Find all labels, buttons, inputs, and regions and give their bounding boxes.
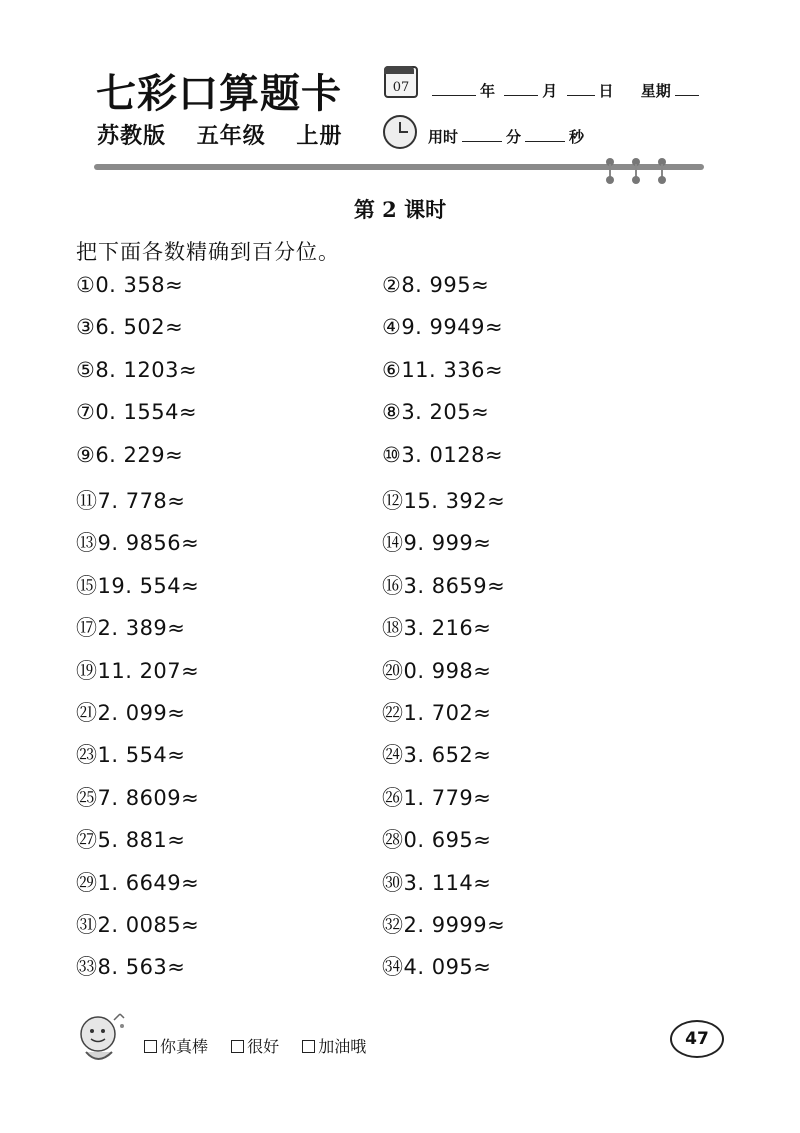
year-label: 年 bbox=[480, 82, 496, 100]
problem-item: ㉙1. 6649≈ bbox=[76, 870, 200, 895]
problem-item: ⑪7. 778≈ bbox=[76, 489, 186, 513]
problem-item: ⑨6. 229≈ bbox=[76, 442, 184, 467]
problem-item: ⑳0. 998≈ bbox=[382, 658, 492, 683]
problem-item: ⑦0. 1554≈ bbox=[76, 400, 198, 425]
edition-volume: 上册 bbox=[296, 124, 343, 149]
weekday-label: 星期 bbox=[640, 82, 671, 100]
cartoon-mascot-icon bbox=[70, 1008, 132, 1070]
problem-item: ㉔3. 652≈ bbox=[382, 743, 492, 768]
edition-info bbox=[97, 119, 364, 150]
calendar-icon bbox=[384, 66, 418, 98]
checkbox-icon[interactable] bbox=[144, 1040, 157, 1053]
minutes-label: 分 bbox=[506, 128, 522, 146]
rating-option[interactable] bbox=[144, 1037, 208, 1056]
problem-item: ⑮19. 554≈ bbox=[76, 573, 200, 598]
problem-item: ㉛2. 0085≈ bbox=[76, 913, 200, 937]
date-line bbox=[428, 80, 703, 101]
problem-item: ④9. 9949≈ bbox=[382, 315, 504, 340]
problem-item: ①0. 358≈ bbox=[76, 273, 184, 297]
rating-label: 你真棒 bbox=[160, 1037, 209, 1056]
weekday-blank[interactable] bbox=[675, 81, 699, 96]
year-blank[interactable] bbox=[432, 81, 476, 96]
checkbox-icon[interactable] bbox=[231, 1040, 244, 1053]
binder-pin-icon bbox=[608, 158, 612, 184]
rating-option[interactable] bbox=[302, 1037, 366, 1056]
problem-item: ⑲11. 207≈ bbox=[76, 658, 200, 683]
lesson-title: 第 2 课时 bbox=[353, 197, 447, 222]
problem-item: ⑩3. 0128≈ bbox=[382, 442, 504, 467]
binder-pin-icon bbox=[634, 158, 638, 184]
seconds-label: 秒 bbox=[569, 128, 585, 146]
problem-item: ⑰2. 389≈ bbox=[76, 616, 186, 641]
problem-item: ㉗5. 881≈ bbox=[76, 828, 186, 853]
rating-label: 很好 bbox=[247, 1037, 280, 1056]
day-label: 日 bbox=[598, 82, 614, 100]
binder-pin-icon bbox=[660, 158, 664, 184]
time-used-label: 用时 bbox=[428, 128, 459, 146]
problem-item: ㉓1. 554≈ bbox=[76, 743, 186, 768]
problem-item: ⑥11. 336≈ bbox=[382, 357, 504, 382]
checkbox-icon[interactable] bbox=[302, 1040, 315, 1053]
problem-item: ⑱3. 216≈ bbox=[382, 616, 492, 641]
seconds-blank[interactable] bbox=[525, 127, 565, 142]
edition-publisher: 苏教版 bbox=[97, 124, 167, 149]
day-blank[interactable] bbox=[567, 81, 595, 96]
problem-item: ⑫15. 392≈ bbox=[382, 489, 506, 513]
problem-item: ㉞4. 095≈ bbox=[382, 955, 492, 980]
page-number: 47 bbox=[670, 1020, 724, 1058]
problem-item: ⑯3. 8659≈ bbox=[382, 573, 506, 598]
problem-item: ㉜2. 9999≈ bbox=[382, 913, 506, 937]
rating-label: 加油哦 bbox=[318, 1037, 367, 1056]
minutes-blank[interactable] bbox=[462, 127, 502, 142]
instruction-text: 把下面各数精确到百分位。 bbox=[76, 240, 340, 264]
problem-item: ㉚3. 114≈ bbox=[382, 870, 492, 895]
problem-item: ㉒1. 702≈ bbox=[382, 701, 492, 725]
problem-item: ㉕7. 8609≈ bbox=[76, 785, 200, 810]
brand-title: 七彩口算题卡 bbox=[96, 70, 342, 117]
problem-item: ③6. 502≈ bbox=[76, 315, 184, 340]
problem-item: ⑤8. 1203≈ bbox=[76, 357, 198, 382]
rating-option[interactable] bbox=[231, 1037, 279, 1056]
time-line bbox=[428, 126, 584, 147]
problem-item: ②8. 995≈ bbox=[382, 273, 490, 297]
problem-item: ㉑2. 099≈ bbox=[76, 701, 186, 725]
problem-item: ㉘0. 695≈ bbox=[382, 828, 492, 853]
calendar-number: 07 bbox=[392, 80, 410, 95]
edition-grade: 五年级 bbox=[196, 124, 266, 149]
problem-item: ㉝8. 563≈ bbox=[76, 955, 186, 980]
problem-item: ⑭9. 999≈ bbox=[382, 531, 492, 556]
problem-item: ⑬9. 9856≈ bbox=[76, 531, 200, 556]
problem-item: ㉖1. 779≈ bbox=[382, 785, 492, 810]
rating-options bbox=[144, 1034, 384, 1057]
clock-icon bbox=[383, 115, 417, 149]
month-label: 月 bbox=[542, 82, 558, 100]
problem-item: ⑧3. 205≈ bbox=[382, 400, 490, 425]
month-blank[interactable] bbox=[504, 81, 538, 96]
